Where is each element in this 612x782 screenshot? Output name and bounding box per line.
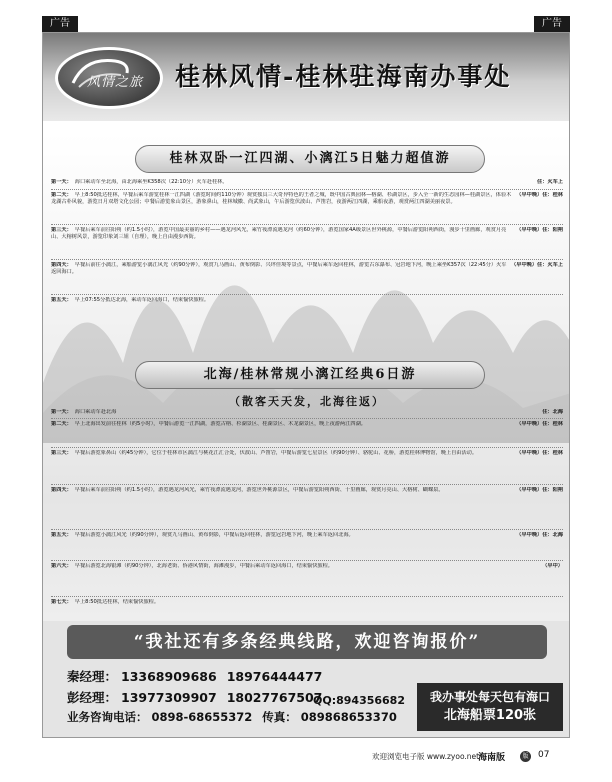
edition-badge-icon: 版 — [520, 751, 531, 762]
section2-day-4: （早中晚）住：阳朔 第四天： 早餐后乘车前往阳朔（约1.5小时），游览遇龙河风光，乘竹筏漂流遇龙河，游览世外桃源景区，中餐后游览阳朔西街、十里画廊，观赏月亮山、大榕树、蝴蝶泉。 — [51, 487, 563, 493]
section1-day-1: 住：火车上 第一天： 海口乘动车至北海，由北海乘坐K358次（22:10分）火车赴桂林。 — [51, 179, 563, 185]
contact-peng: 彭经理： 13977309907 18027767507 — [67, 690, 323, 705]
phone-link[interactable]: 13368909686 — [121, 669, 217, 684]
phone-link[interactable]: 13977309907 — [121, 690, 217, 705]
section1-day-3: （早中晚）住：阳朔 第三天： 早餐后乘车前往阳朔（约1.5小时），游览中国最美丽的乡村——遇龙河风光，乘竹筏漂流遇龙河（约60分钟），游览国家4A级景区世外桃源，中餐后游览阳朔西街，漫步十里画廊，观赏月亮山、大榕树风景，游览印象刘三姐（自理），晚上自由漫步西街。 — [51, 227, 563, 241]
advertisement-frame — [42, 32, 570, 738]
phone-link[interactable]: 0898-68655372 — [151, 710, 253, 724]
edition-label: 海南版 — [478, 753, 506, 763]
divider — [51, 259, 563, 260]
cta-banner: “我社还有多条经典线路，欢迎咨询报价” — [67, 625, 547, 659]
section1-title: 桂林双卧一江四湖、小漓江5日魅力超值游 — [135, 145, 485, 173]
contact-business: 业务咨询电话： 0898-68655372 传真： 089868653370 — [67, 710, 397, 724]
footer-site-link[interactable]: 欢迎浏览电子版 www.zyoo.net — [372, 752, 480, 761]
divider — [51, 418, 563, 419]
page-number: 07 — [538, 750, 550, 760]
divider — [51, 224, 563, 225]
ad-tag-right: 广告 — [534, 16, 570, 32]
section1-day-2: （早中晚）住：桂林 第二天： 早上8:50抵达桂林，早餐后乘车游览桂林一江四湖（游览时间约110分钟）观赏独具三大奇异特色的王者之城，既中国古典园林—榕湖、杉湖景区，步入全一新的生态园林—桂湖景区，体验木龙湖古朴风貌，游览日月双塔文化公园；中餐后游览象山景区，游象鼻山，桂林城徽、尚武象山，午后游览伏波山、芦笛岩，夜游两江四湖，乘船夜游，观赏两江四湖美丽夜景。 — [51, 192, 563, 206]
divider — [51, 596, 563, 597]
divider — [51, 560, 563, 561]
section2-title: 北海/桂林常规小漓江经典6日游 — [135, 361, 485, 389]
section1-day-4: （早中晚）住：火车上 第四天： 早餐后前往小漓江，乘船游览小漓江风光（约90分钟），观赏九马画山、黄布倒影、兴坪佳境等景点，中餐后乘车返回桂林，游览古东瀑布、冠岩地下河，晚上乘坐K357次（22:45分）火车返回海口。 — [51, 262, 563, 276]
divider — [51, 529, 563, 530]
section2-subtitle: （散客天天发，北海往返） — [229, 395, 385, 408]
section1-day-5: 第五天： 早上07:55分抵达北海，乘动车返回海口，结束愉快旅程。 — [51, 297, 210, 303]
divider — [51, 484, 563, 485]
phone-link[interactable]: 18976444477 — [226, 669, 323, 684]
section2-day-6: （早中） 第六天： 早餐后游览北海银滩（约90分钟），北海老街、侨港风情街，海滩漫步，中餐后乘动车返回海口，结束愉快旅程。 — [51, 563, 563, 569]
logo-text: 风情之旅 — [87, 75, 144, 90]
section2-day-1: 住：北海 第一天： 海口乘动车赴北海 — [51, 409, 563, 415]
divider — [51, 447, 563, 448]
phone-link[interactable]: 18027767507 — [226, 690, 323, 705]
ad-tag-left: 广告 — [42, 16, 78, 32]
page-footer — [0, 748, 612, 768]
contact-qin: 秦经理： 13368909686 18976444477 — [67, 669, 323, 684]
qq-number: QQ:894356682 — [313, 694, 405, 707]
section2-day-7: 第七天： 早上8:50抵达桂林，结束愉快旅程。 — [51, 599, 160, 605]
section2-day-2: （早中晚）住：桂林 第二天： 早上北海出发前往桂林（约5小时），中餐后游览一江四湖，游览古榕、杉湖景区、桂湖景区、木龙湖景区，晚上夜游两江四湖。 — [51, 421, 563, 427]
section2-day-3: （早中晚）住：桂林 第三天： 早餐后游览象鼻山（约45分钟），它位于桂林市区漓江与桃花江汇合处，伏波山、芦笛岩，中餐后游览七星景区（约90分钟）、骆驼山、花桥，游览桂林博物馆，晚上自由活动。 — [51, 450, 563, 456]
divider — [51, 189, 563, 190]
fax-number: 089868653370 — [300, 710, 397, 724]
divider — [51, 294, 563, 295]
ticket-notice: 我办事处每天包有海口 北海船票120张 — [417, 683, 563, 731]
main-title: 桂林风情-桂林驻海南办事处 — [175, 62, 512, 91]
section2-day-5: （早中晚）住：北海 第五天： 早餐后游览小漓江风光（约90分钟），观赏九马画山、黄布倒影，中餐后返回桂林，游览冠岩地下河，晚上乘车返回北海。 — [51, 532, 563, 538]
